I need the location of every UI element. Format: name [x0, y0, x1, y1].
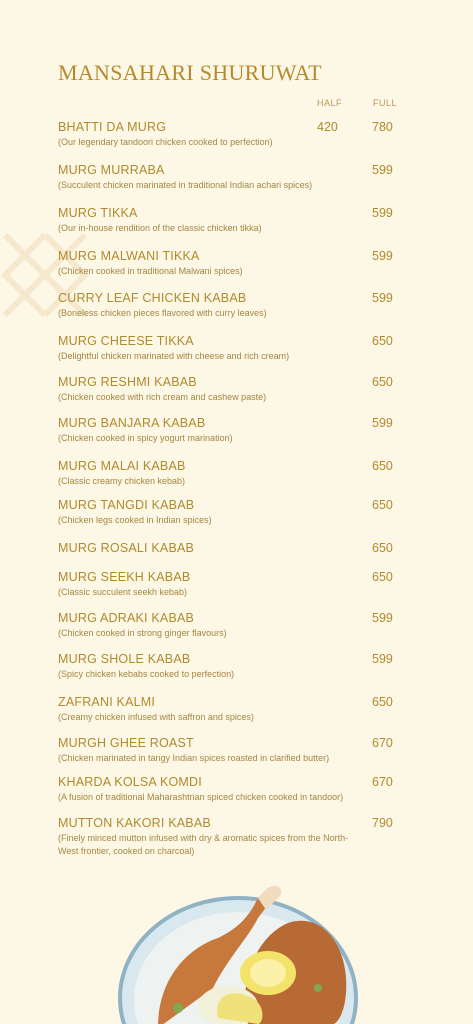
item-price-full: 650 — [372, 541, 393, 555]
item-description: (Finely minced mutton infused with dry & aromatic spices from the North-West frontier, cooked on charcoal) — [58, 833, 349, 856]
item-price-full: 599 — [372, 249, 393, 263]
item-price-full: 599 — [372, 611, 393, 625]
menu-item — [58, 736, 398, 765]
item-description: (Chicken legs cooked in Indian spices) — [58, 515, 212, 525]
item-description: (Chicken marinated in tangy Indian spices roasted in clarified butter) — [58, 753, 330, 763]
item-price-full: 650 — [372, 570, 393, 584]
page-title: MANSAHARI SHURUWAT — [58, 60, 322, 85]
item-name: MURG SEEKH KABAB — [58, 570, 191, 584]
item-description: (Our in-house rendition of the classic chicken tikka) — [58, 223, 262, 233]
item-name: MUTTON KAKORI KABAB — [58, 816, 211, 830]
item-price-full: 650 — [372, 695, 393, 709]
item-price-full: 650 — [372, 334, 393, 348]
item-name: MURG MALAI KABAB — [58, 459, 186, 473]
menu-item — [58, 570, 398, 599]
item-description: (Boneless chicken pieces flavored with curry leaves) — [58, 308, 267, 318]
menu-item — [58, 375, 398, 404]
menu-item — [58, 541, 398, 556]
item-price-full: 599 — [372, 163, 393, 177]
item-name: MURG RESHMI KABAB — [58, 375, 197, 389]
menu-item — [58, 249, 398, 278]
menu-item — [58, 334, 398, 363]
menu-item — [58, 459, 398, 488]
item-description: (Chicken cooked in strong ginger flavours) — [58, 628, 227, 638]
item-description: (Creamy chicken infused with saffron and spices) — [58, 712, 254, 722]
item-price-full: 670 — [372, 775, 393, 789]
column-header-half: HALF — [317, 98, 343, 108]
item-name: MURG SHOLE KABAB — [58, 652, 191, 666]
menu-item — [58, 775, 398, 804]
item-name: MURG ADRAKI KABAB — [58, 611, 195, 625]
item-name: BHATTI DA MURG — [58, 120, 167, 134]
menu-item — [58, 652, 398, 681]
menu-item — [58, 611, 398, 640]
item-description: (Our legendary tandoori chicken cooked to perfection) — [58, 137, 273, 147]
item-description: (Delightful chicken marinated with cheese and rich cream) — [58, 351, 290, 361]
menu-item — [58, 163, 398, 192]
item-name: MURG TANGDI KABAB — [58, 498, 195, 512]
item-price-full: 650 — [372, 375, 393, 389]
menu-item — [58, 695, 398, 724]
item-description: (Succulent chicken marinated in traditional Indian achari spices) — [58, 180, 313, 190]
item-name: MURG ROSALI KABAB — [58, 541, 195, 555]
menu-item — [58, 291, 398, 320]
item-description: (Chicken cooked in traditional Malwani spices) — [58, 266, 243, 276]
menu-item — [58, 120, 398, 149]
item-name: ZAFRANI KALMI — [58, 695, 156, 709]
item-name: MURGH GHEE ROAST — [58, 736, 194, 750]
item-price-full: 599 — [372, 206, 393, 220]
item-name: MURG TIKKA — [58, 206, 138, 220]
item-description: (Chicken cooked in spicy yogurt marination) — [58, 433, 233, 443]
item-price-full: 650 — [372, 498, 393, 512]
item-price-full: 650 — [372, 459, 393, 473]
item-price-full: 599 — [372, 652, 393, 666]
item-price-full: 599 — [372, 416, 393, 430]
item-description: (Classic succulent seekh kebab) — [58, 587, 188, 597]
item-name: MURG MURRABA — [58, 163, 165, 177]
item-description: (A fusion of traditional Maharashtrian spiced chicken cooked in tandoor) — [58, 792, 344, 802]
menu-item — [58, 498, 398, 527]
item-price-full: 599 — [372, 291, 393, 305]
item-name: CURRY LEAF CHICKEN KABAB — [58, 291, 247, 305]
item-price-half: 420 — [317, 120, 338, 134]
item-price-full: 670 — [372, 736, 393, 750]
item-name: MURG CHEESE TIKKA — [58, 334, 194, 348]
item-description: (Classic creamy chicken kebab) — [58, 476, 186, 486]
food-illustration — [118, 878, 358, 1024]
item-name: MURG MALWANI TIKKA — [58, 249, 200, 263]
item-description: (Spicy chicken kebabs cooked to perfection) — [58, 669, 235, 679]
menu-item — [58, 816, 398, 858]
item-description: (Chicken cooked with rich cream and cashew paste) — [58, 392, 267, 402]
item-name: KHARDA KOLSA KOMDI — [58, 775, 202, 789]
item-price-full: 780 — [372, 120, 393, 134]
item-name: MURG BANJARA KABAB — [58, 416, 206, 430]
menu-item — [58, 206, 398, 235]
item-price-full: 790 — [372, 816, 393, 830]
column-header-full: FULL — [373, 98, 398, 108]
menu-item — [58, 416, 398, 445]
